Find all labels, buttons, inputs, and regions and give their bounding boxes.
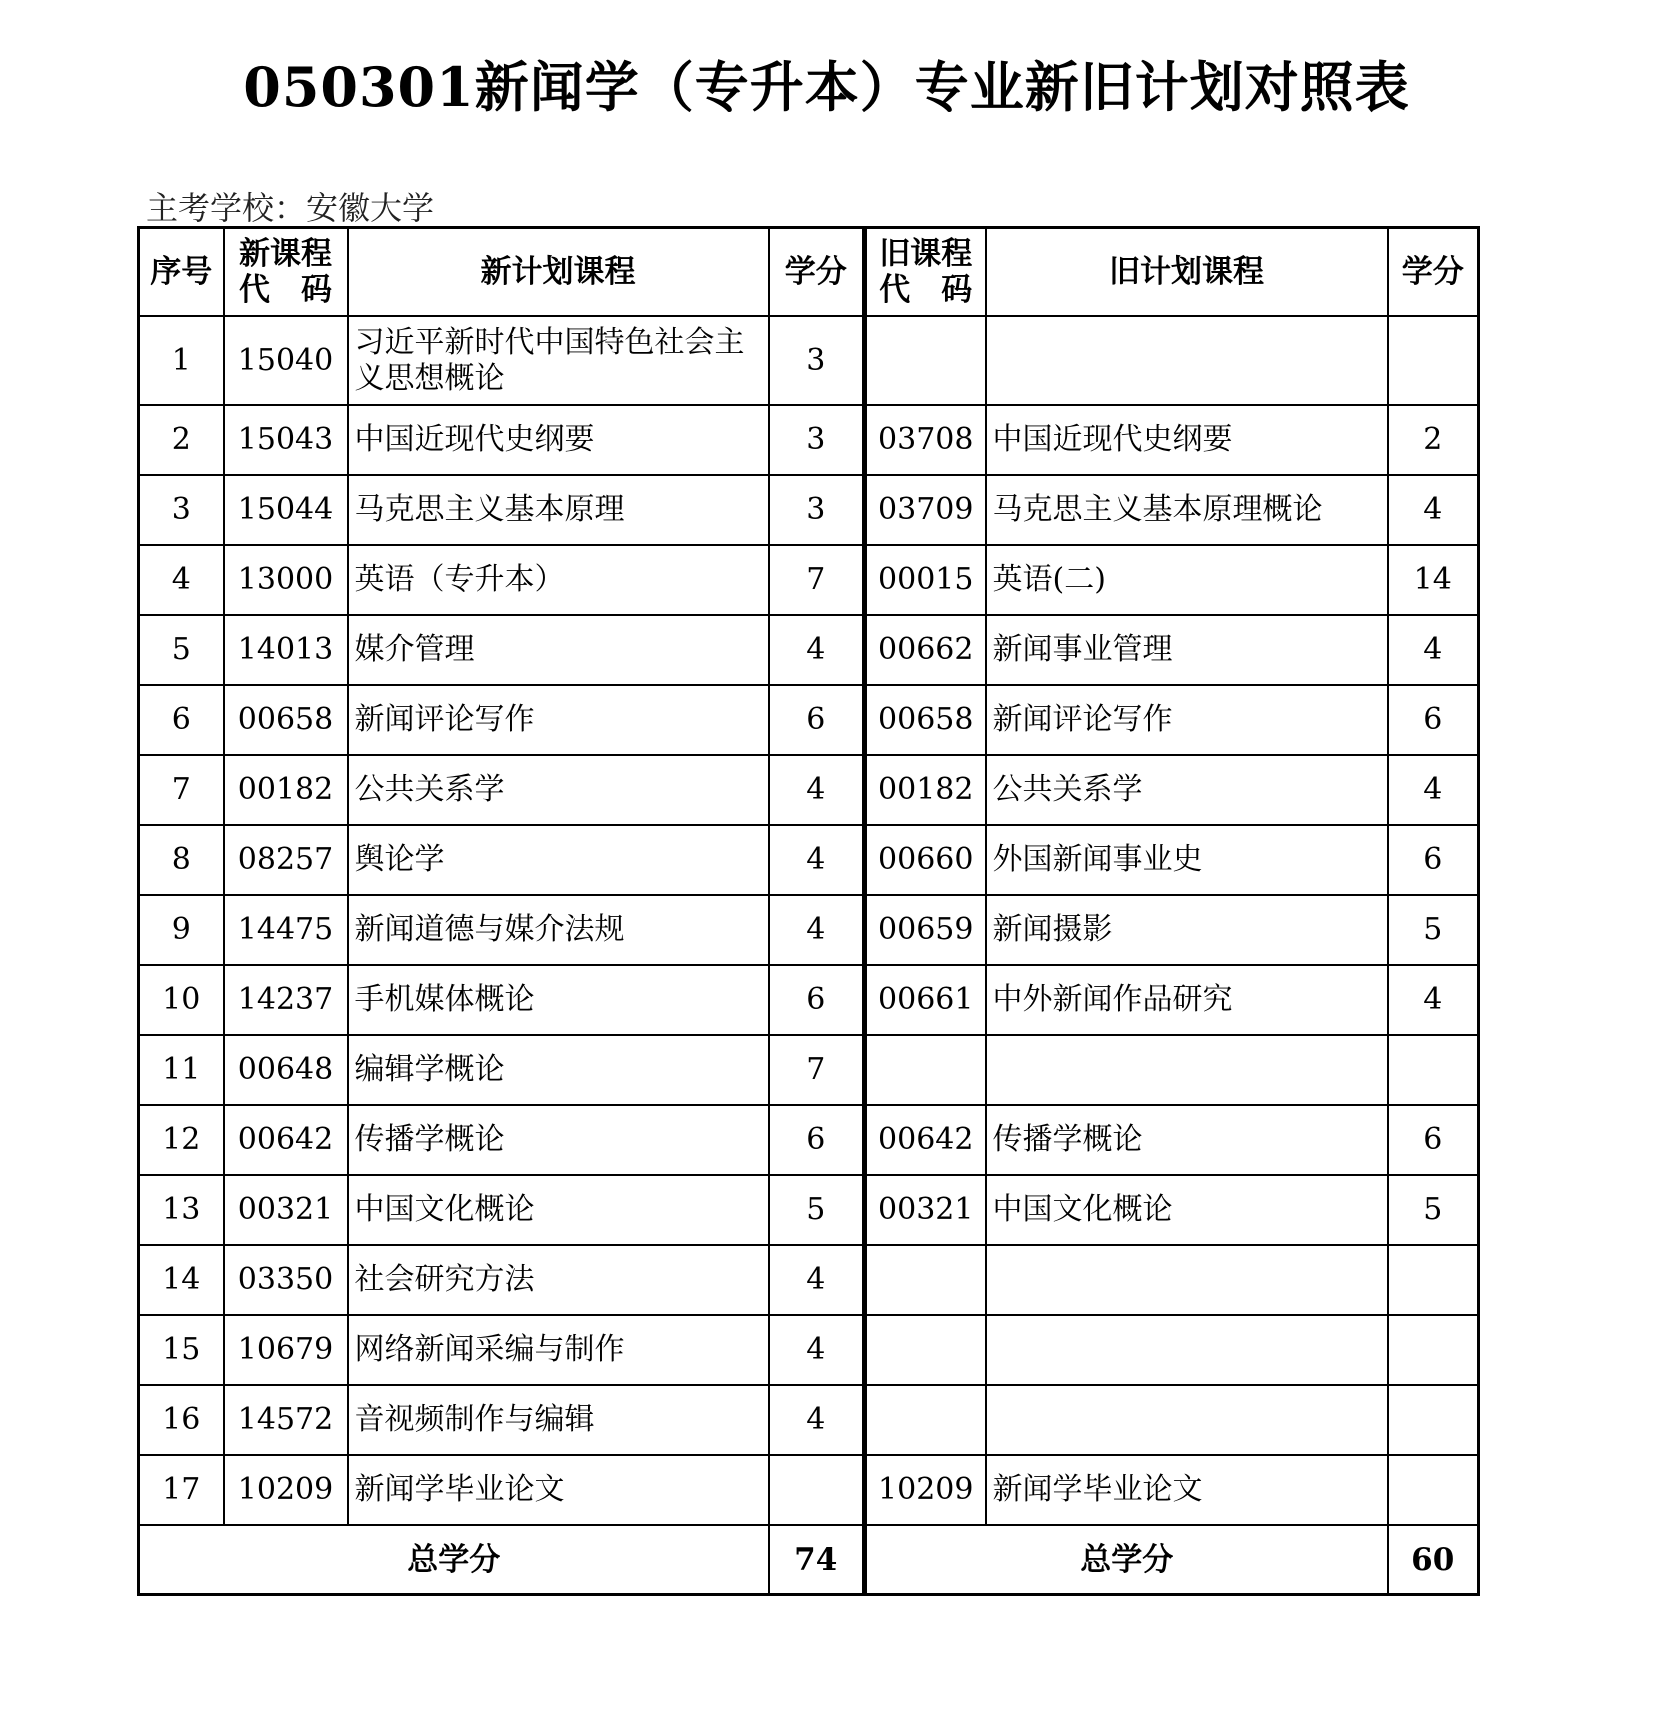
table-row bbox=[139, 685, 1479, 755]
row-old-code bbox=[865, 1385, 986, 1455]
row-old-code bbox=[865, 1035, 986, 1105]
row-old-credit: 5 bbox=[1388, 1175, 1479, 1245]
row-new-course: 中国文化概论 bbox=[348, 1175, 769, 1245]
row-old-code: 00658 bbox=[865, 685, 986, 755]
row-old-credit: 5 bbox=[1388, 895, 1479, 965]
row-new-credit: 5 bbox=[769, 1175, 865, 1245]
header-old-code-line1: 旧课程 bbox=[879, 236, 973, 272]
row-old-code: 00660 bbox=[865, 825, 986, 895]
row-seq: 7 bbox=[139, 755, 224, 825]
row-old-credit bbox=[1388, 1385, 1479, 1455]
header-old-course: 旧计划课程 bbox=[986, 228, 1388, 317]
header-row bbox=[139, 228, 1479, 317]
row-new-credit: 3 bbox=[769, 316, 865, 405]
row-old-course: 马克思主义基本原理概论 bbox=[986, 475, 1388, 545]
row-seq: 15 bbox=[139, 1315, 224, 1385]
row-seq: 6 bbox=[139, 685, 224, 755]
row-new-course: 新闻道德与媒介法规 bbox=[348, 895, 769, 965]
row-new-credit: 4 bbox=[769, 1315, 865, 1385]
row-old-course: 传播学概论 bbox=[986, 1105, 1388, 1175]
row-new-credit: 4 bbox=[769, 895, 865, 965]
row-new-credit: 3 bbox=[769, 405, 865, 475]
school-label: 主考学校：安徽大学 bbox=[146, 189, 435, 227]
row-old-code bbox=[865, 316, 986, 405]
row-seq: 12 bbox=[139, 1105, 224, 1175]
row-seq: 5 bbox=[139, 615, 224, 685]
header-new-code-line1: 新课程 bbox=[239, 236, 332, 272]
row-old-credit: 4 bbox=[1388, 755, 1479, 825]
row-seq: 9 bbox=[139, 895, 224, 965]
row-new-course: 公共关系学 bbox=[348, 755, 769, 825]
course-comparison-table bbox=[137, 226, 1480, 1596]
row-seq: 14 bbox=[139, 1245, 224, 1315]
row-new-credit: 4 bbox=[769, 615, 865, 685]
row-old-code: 00661 bbox=[865, 965, 986, 1035]
row-old-code bbox=[865, 1245, 986, 1315]
row-new-credit: 4 bbox=[769, 1385, 865, 1455]
row-new-code: 14475 bbox=[224, 895, 348, 965]
row-new-credit: 4 bbox=[769, 825, 865, 895]
row-new-course: 新闻学毕业论文 bbox=[348, 1455, 769, 1525]
row-new-code: 10679 bbox=[224, 1315, 348, 1385]
table-row bbox=[139, 1385, 1479, 1455]
row-seq: 2 bbox=[139, 405, 224, 475]
row-seq: 10 bbox=[139, 965, 224, 1035]
row-old-credit: 6 bbox=[1388, 1105, 1479, 1175]
table-row bbox=[139, 475, 1479, 545]
total-new-value: 74 bbox=[769, 1525, 865, 1595]
table-row bbox=[139, 965, 1479, 1035]
row-old-course: 公共关系学 bbox=[986, 755, 1388, 825]
total-row bbox=[139, 1525, 1479, 1595]
row-old-code: 03708 bbox=[865, 405, 986, 475]
row-old-credit: 2 bbox=[1388, 405, 1479, 475]
row-new-course: 舆论学 bbox=[348, 825, 769, 895]
row-new-code: 14572 bbox=[224, 1385, 348, 1455]
header-old-code-line2: 代 码 bbox=[879, 272, 973, 308]
row-new-course: 习近平新时代中国特色社会主义思想概论 bbox=[348, 316, 769, 405]
table-row bbox=[139, 1175, 1479, 1245]
row-old-course: 中国近现代史纲要 bbox=[986, 405, 1388, 475]
table-row bbox=[139, 825, 1479, 895]
row-seq: 17 bbox=[139, 1455, 224, 1525]
row-old-course: 中国文化概论 bbox=[986, 1175, 1388, 1245]
row-new-code: 14237 bbox=[224, 965, 348, 1035]
table-row bbox=[139, 1315, 1479, 1385]
row-new-code: 00321 bbox=[224, 1175, 348, 1245]
table-row bbox=[139, 895, 1479, 965]
total-old-label: 总学分 bbox=[865, 1525, 1388, 1595]
header-old-credit: 学分 bbox=[1388, 228, 1479, 317]
row-new-course: 社会研究方法 bbox=[348, 1245, 769, 1315]
row-seq: 16 bbox=[139, 1385, 224, 1455]
row-old-code: 03709 bbox=[865, 475, 986, 545]
table-row bbox=[139, 1455, 1479, 1525]
row-old-code bbox=[865, 1315, 986, 1385]
row-old-course bbox=[986, 316, 1388, 405]
row-seq: 8 bbox=[139, 825, 224, 895]
row-old-credit bbox=[1388, 1315, 1479, 1385]
row-new-credit: 7 bbox=[769, 1035, 865, 1105]
row-old-course: 英语(二) bbox=[986, 545, 1388, 615]
header-new-code-line2: 代 码 bbox=[239, 272, 332, 308]
row-old-credit: 4 bbox=[1388, 615, 1479, 685]
header-new-course: 新计划课程 bbox=[348, 228, 769, 317]
row-new-course: 英语（专升本） bbox=[348, 545, 769, 615]
row-old-code: 10209 bbox=[865, 1455, 986, 1525]
row-new-course: 传播学概论 bbox=[348, 1105, 769, 1175]
table-row bbox=[139, 1105, 1479, 1175]
page-title: 050301新闻学（专升本）专业新旧计划对照表 bbox=[243, 55, 1410, 119]
row-old-code: 00662 bbox=[865, 615, 986, 685]
row-old-code: 00182 bbox=[865, 755, 986, 825]
row-new-credit bbox=[769, 1455, 865, 1525]
row-new-course: 新闻评论写作 bbox=[348, 685, 769, 755]
row-old-course: 中外新闻作品研究 bbox=[986, 965, 1388, 1035]
row-old-course: 新闻评论写作 bbox=[986, 685, 1388, 755]
row-old-course bbox=[986, 1035, 1388, 1105]
row-new-credit: 4 bbox=[769, 755, 865, 825]
row-old-credit bbox=[1388, 1035, 1479, 1105]
row-old-course bbox=[986, 1245, 1388, 1315]
row-new-code: 14013 bbox=[224, 615, 348, 685]
header-new-code bbox=[224, 228, 348, 317]
table-row bbox=[139, 316, 1479, 405]
row-new-course: 音视频制作与编辑 bbox=[348, 1385, 769, 1455]
row-new-course: 中国近现代史纲要 bbox=[348, 405, 769, 475]
row-new-credit: 6 bbox=[769, 1105, 865, 1175]
row-new-course: 网络新闻采编与制作 bbox=[348, 1315, 769, 1385]
row-new-course: 媒介管理 bbox=[348, 615, 769, 685]
header-seq: 序号 bbox=[139, 228, 224, 317]
total-old-value: 60 bbox=[1388, 1525, 1479, 1595]
row-new-course: 马克思主义基本原理 bbox=[348, 475, 769, 545]
row-old-credit: 6 bbox=[1388, 825, 1479, 895]
row-old-credit bbox=[1388, 1245, 1479, 1315]
row-new-code: 03350 bbox=[224, 1245, 348, 1315]
header-old-code bbox=[865, 228, 986, 317]
row-new-code: 00658 bbox=[224, 685, 348, 755]
row-new-credit: 3 bbox=[769, 475, 865, 545]
row-old-code: 00642 bbox=[865, 1105, 986, 1175]
row-new-code: 08257 bbox=[224, 825, 348, 895]
row-old-credit: 4 bbox=[1388, 475, 1479, 545]
row-old-credit: 6 bbox=[1388, 685, 1479, 755]
row-old-course: 新闻学毕业论文 bbox=[986, 1455, 1388, 1525]
row-old-course bbox=[986, 1315, 1388, 1385]
row-old-course bbox=[986, 1385, 1388, 1455]
row-seq: 3 bbox=[139, 475, 224, 545]
table-row bbox=[139, 615, 1479, 685]
row-new-credit: 4 bbox=[769, 1245, 865, 1315]
row-new-code: 00642 bbox=[224, 1105, 348, 1175]
row-new-credit: 6 bbox=[769, 685, 865, 755]
row-seq: 11 bbox=[139, 1035, 224, 1105]
row-new-credit: 7 bbox=[769, 545, 865, 615]
row-new-code: 00182 bbox=[224, 755, 348, 825]
total-new-label: 总学分 bbox=[139, 1525, 769, 1595]
row-new-code: 15040 bbox=[224, 316, 348, 405]
row-new-code: 15044 bbox=[224, 475, 348, 545]
row-seq: 13 bbox=[139, 1175, 224, 1245]
table-row bbox=[139, 545, 1479, 615]
header-new-credit: 学分 bbox=[769, 228, 865, 317]
table-row bbox=[139, 755, 1479, 825]
row-new-code: 00648 bbox=[224, 1035, 348, 1105]
row-old-code: 00321 bbox=[865, 1175, 986, 1245]
row-new-course: 编辑学概论 bbox=[348, 1035, 769, 1105]
row-new-code: 10209 bbox=[224, 1455, 348, 1525]
row-seq: 1 bbox=[139, 316, 224, 405]
row-old-credit bbox=[1388, 316, 1479, 405]
row-old-credit: 4 bbox=[1388, 965, 1479, 1035]
row-old-course: 新闻摄影 bbox=[986, 895, 1388, 965]
row-new-credit: 6 bbox=[769, 965, 865, 1035]
row-new-course: 手机媒体概论 bbox=[348, 965, 769, 1035]
row-old-credit: 14 bbox=[1388, 545, 1479, 615]
table-row bbox=[139, 1035, 1479, 1105]
row-old-credit bbox=[1388, 1455, 1479, 1525]
row-new-code: 15043 bbox=[224, 405, 348, 475]
row-new-code: 13000 bbox=[224, 545, 348, 615]
row-old-course: 外国新闻事业史 bbox=[986, 825, 1388, 895]
row-seq: 4 bbox=[139, 545, 224, 615]
row-old-code: 00015 bbox=[865, 545, 986, 615]
row-old-code: 00659 bbox=[865, 895, 986, 965]
row-old-course: 新闻事业管理 bbox=[986, 615, 1388, 685]
table-row bbox=[139, 1245, 1479, 1315]
table-row bbox=[139, 405, 1479, 475]
